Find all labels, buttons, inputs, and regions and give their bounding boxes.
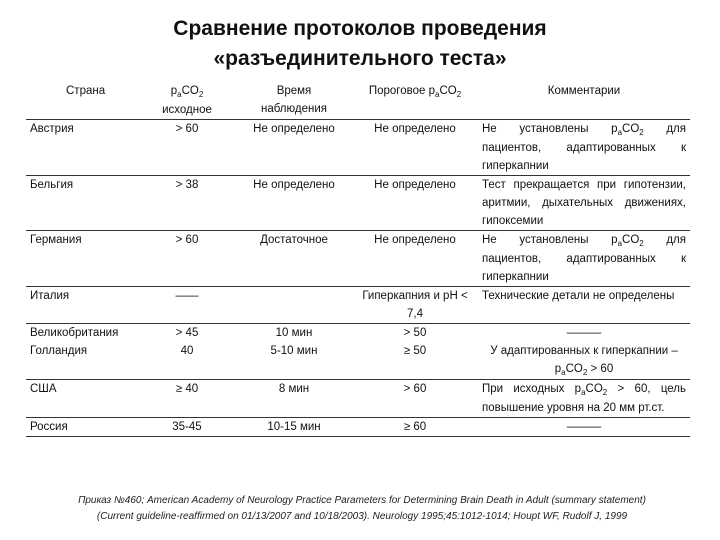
cell-threshold: Не определено [352,231,478,287]
cell-threshold: Гиперкапния и pH < 7,4 [352,287,478,324]
header-observation-time: Время наблюдения [236,82,352,120]
table-row [26,418,690,437]
cell-country: Россия [26,418,138,437]
table-row [26,176,690,231]
header-threshold: Пороговое $p_aCO_2$ [352,82,478,120]
cell-comment: При исходных $p_aCO_2 > 60$, цель повышение уровня на 20 мм рт.ст. [478,380,690,418]
cell-threshold: ≥ 50 [352,342,478,380]
cell-pa: 40 [138,342,236,380]
cell-threshold: ≥ 60 [352,418,478,437]
footer-line-2: (Current guideline-reaffirmed on 01/13/2007 and 10/18/2003). Neurology 1995;45:1012-1014; Houpt WF, Rudolf J, 1999 [96,511,628,522]
cell-country: Бельгия [26,176,138,231]
cell-pa: > 38 [138,176,236,231]
references-footer [26,493,698,525]
title-line-2: «разъединительного теста» [213,47,507,70]
cell-comment: Не установлены $p_aCO_2$ для пациентов, адаптированных к гиперкапнии [478,231,690,287]
table-row [26,120,690,176]
cell-pa: > 60 [138,231,236,287]
cell-threshold: > 50 [403,327,427,339]
cell-comment: ——— [566,327,602,339]
cell-comment: Тест прекращается при гипотензии, аритмии, дыхательных движениях, гипоксемии [478,176,690,231]
cell-country: Италия [26,287,138,324]
title-line-1: Сравнение протоколов проведения [173,17,547,40]
cell-comment: ——— [478,418,690,437]
table-row [26,231,690,287]
cell-country: Германия [26,231,138,287]
cell-country: США [26,380,138,418]
comparison-table [26,82,690,437]
cell-threshold: > 60 [352,380,478,418]
table-row [26,342,690,380]
cell-country: Голландия [26,342,138,380]
cell-time: 10 мин [275,327,313,339]
table-row [26,287,690,324]
cell-time: Не определено [236,120,352,176]
table-row [26,324,690,343]
footer-line-1: Приказ №460; American Academy of Neurology Practice Parameters for Determining Brain Death in Adult (summary statement) [78,495,646,506]
cell-time: Не определено [236,176,352,231]
table-row [26,380,690,418]
header-pa-initial: $p_aCO_2$ исходное [138,82,236,120]
header-comments: Комментарии [478,82,690,120]
cell-threshold: Не определено [352,120,478,176]
cell-comment: Не установлены $p_aCO_2$ для пациентов, адаптированных к гиперкапнии [478,120,690,176]
cell-time: 10-15 мин [236,418,352,437]
cell-pa: —— [138,287,236,324]
cell-pa: ≥ 40 [138,380,236,418]
header-country: Страна [26,82,138,120]
cell-time: 8 мин [236,380,352,418]
cell-time: 5-10 мин [236,342,352,380]
table-header-row [26,82,690,120]
cell-threshold: Не определено [352,176,478,231]
cell-country: Австрия [26,120,138,176]
page-title [0,14,720,74]
cell-comment: У адаптированных к гиперкапнии – $p_aCO_2 > 60$ [478,342,690,380]
cell-time [236,287,352,324]
cell-comment: Технические детали не определены [478,287,690,324]
cell-time: Достаточное [236,231,352,287]
cell-country: Великобритания [30,327,119,339]
cell-pa: > 45 [175,327,199,339]
cell-pa: > 60 [138,120,236,176]
cell-pa: 35-45 [138,418,236,437]
